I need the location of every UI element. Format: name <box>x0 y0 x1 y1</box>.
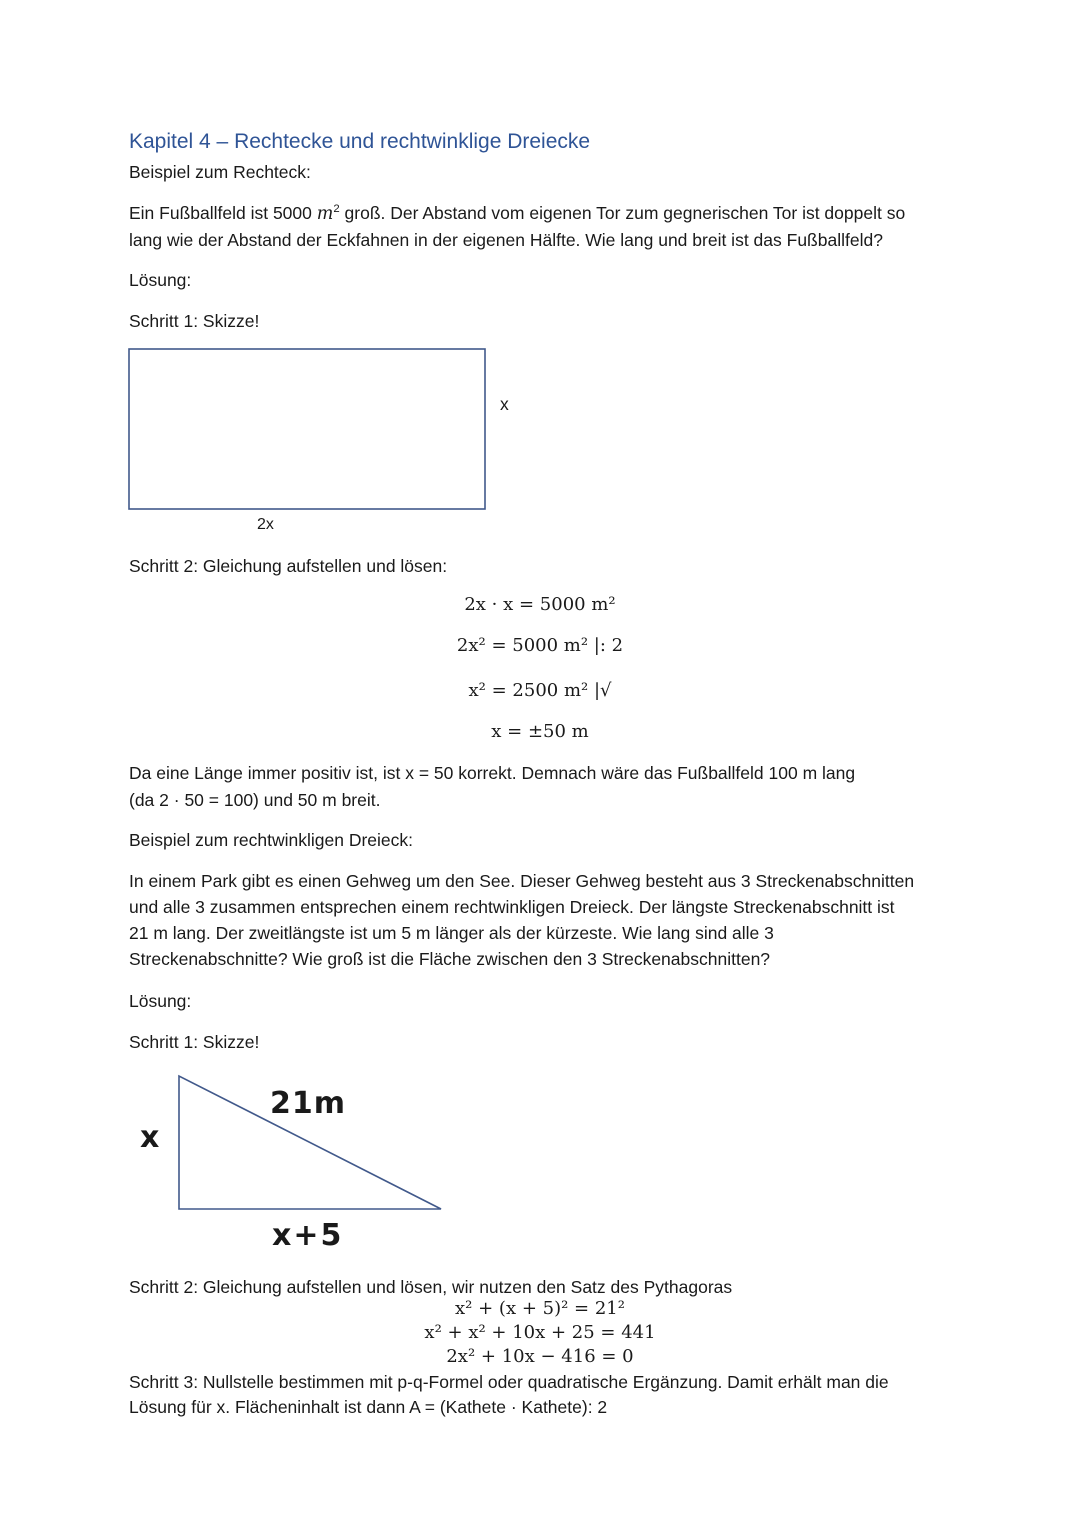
example2-step2: Schritt 2: Gleichung aufstellen und lösen, wir nutzen den Satz des Pythagoras <box>129 1277 733 1297</box>
triangle-base-label: x+5 <box>272 1218 344 1253</box>
equation-1-1: 2x · x = 5000 m² <box>464 594 616 615</box>
equation-1-4: x = ±50 m <box>491 721 589 742</box>
example1-conclusion-line2: (da 2 · 50 = 100) und 50 m breit. <box>129 790 381 810</box>
equation-2-2: x² + x² + 10x + 25 = 441 <box>424 1322 656 1343</box>
example2-step1: Schritt 1: Skizze! <box>129 1032 260 1052</box>
equation-1-2: 2x² = 5000 m² |: 2 <box>456 635 624 656</box>
example2-task-line4: Streckenabschnitte? Wie groß ist die Fläche zwischen den 3 Streckenabschnitten? <box>129 949 771 969</box>
example2-step3-line1: Schritt 3: Nullstelle bestimmen mit p-q-Formel oder quadratische Ergänzung. Damit erhält man die <box>129 1372 889 1392</box>
example2-task-line1: In einem Park gibt es einen Gehweg um den See. Dieser Gehweg besteht aus 3 Streckenabschnitten <box>129 871 915 891</box>
page-title: Kapitel 4 – Rechtecke und rechtwinklige Dreiecke <box>129 130 591 153</box>
example2-step3-line2: Lösung für x. Flächeninhalt ist dann A = (Kathete · Kathete): 2 <box>129 1397 608 1417</box>
rectangle-height-label: x <box>500 394 509 414</box>
example1-label: Beispiel zum Rechteck: <box>129 162 311 182</box>
example1-step2: Schritt 2: Gleichung aufstellen und lösen: <box>129 556 448 576</box>
example2-solution-label: Lösung: <box>129 991 192 1011</box>
example1-step1: Schritt 1: Skizze! <box>129 311 260 331</box>
equation-2-1: x² + (x + 5)² = 21² <box>455 1298 625 1319</box>
equation-2-3: 2x² + 10x − 416 = 0 <box>446 1346 634 1367</box>
example1-conclusion-line1: Da eine Länge immer positiv ist, ist x = 50 korrekt. Demnach wäre das Fußballfeld 100 m lang <box>129 763 856 783</box>
example1-task-line2: lang wie der Abstand der Eckfahnen in der eigenen Hälfte. Wie lang und breit ist das Fußballfeld? <box>129 230 883 250</box>
rectangle-width-label: 2x <box>257 516 274 533</box>
example2-task-line2: und alle 3 zusammen entsprechen einem rechtwinkligen Dreieck. Der längste Streckenabschnitt ist <box>129 897 895 917</box>
example2-task-line3: 21 m lang. Der zweitlängste ist um 5 m länger als der kürzeste. Wie lang sind alle 3 <box>129 923 774 943</box>
triangle-hypotenuse-label: 21m <box>270 1086 347 1121</box>
example1-task-line1: Ein Fußballfeld ist 5000 $m^2$ groß. Der Abstand vom eigenen Tor zum gegnerischen Tor ist doppelt so <box>129 203 906 224</box>
equation-1-3: x² = 2500 m² |√ <box>468 680 612 701</box>
example2-label: Beispiel zum rechtwinkligen Dreieck: <box>129 830 413 850</box>
example1-solution-label: Lösung: <box>129 270 192 290</box>
triangle-leg-label: x <box>140 1120 160 1155</box>
